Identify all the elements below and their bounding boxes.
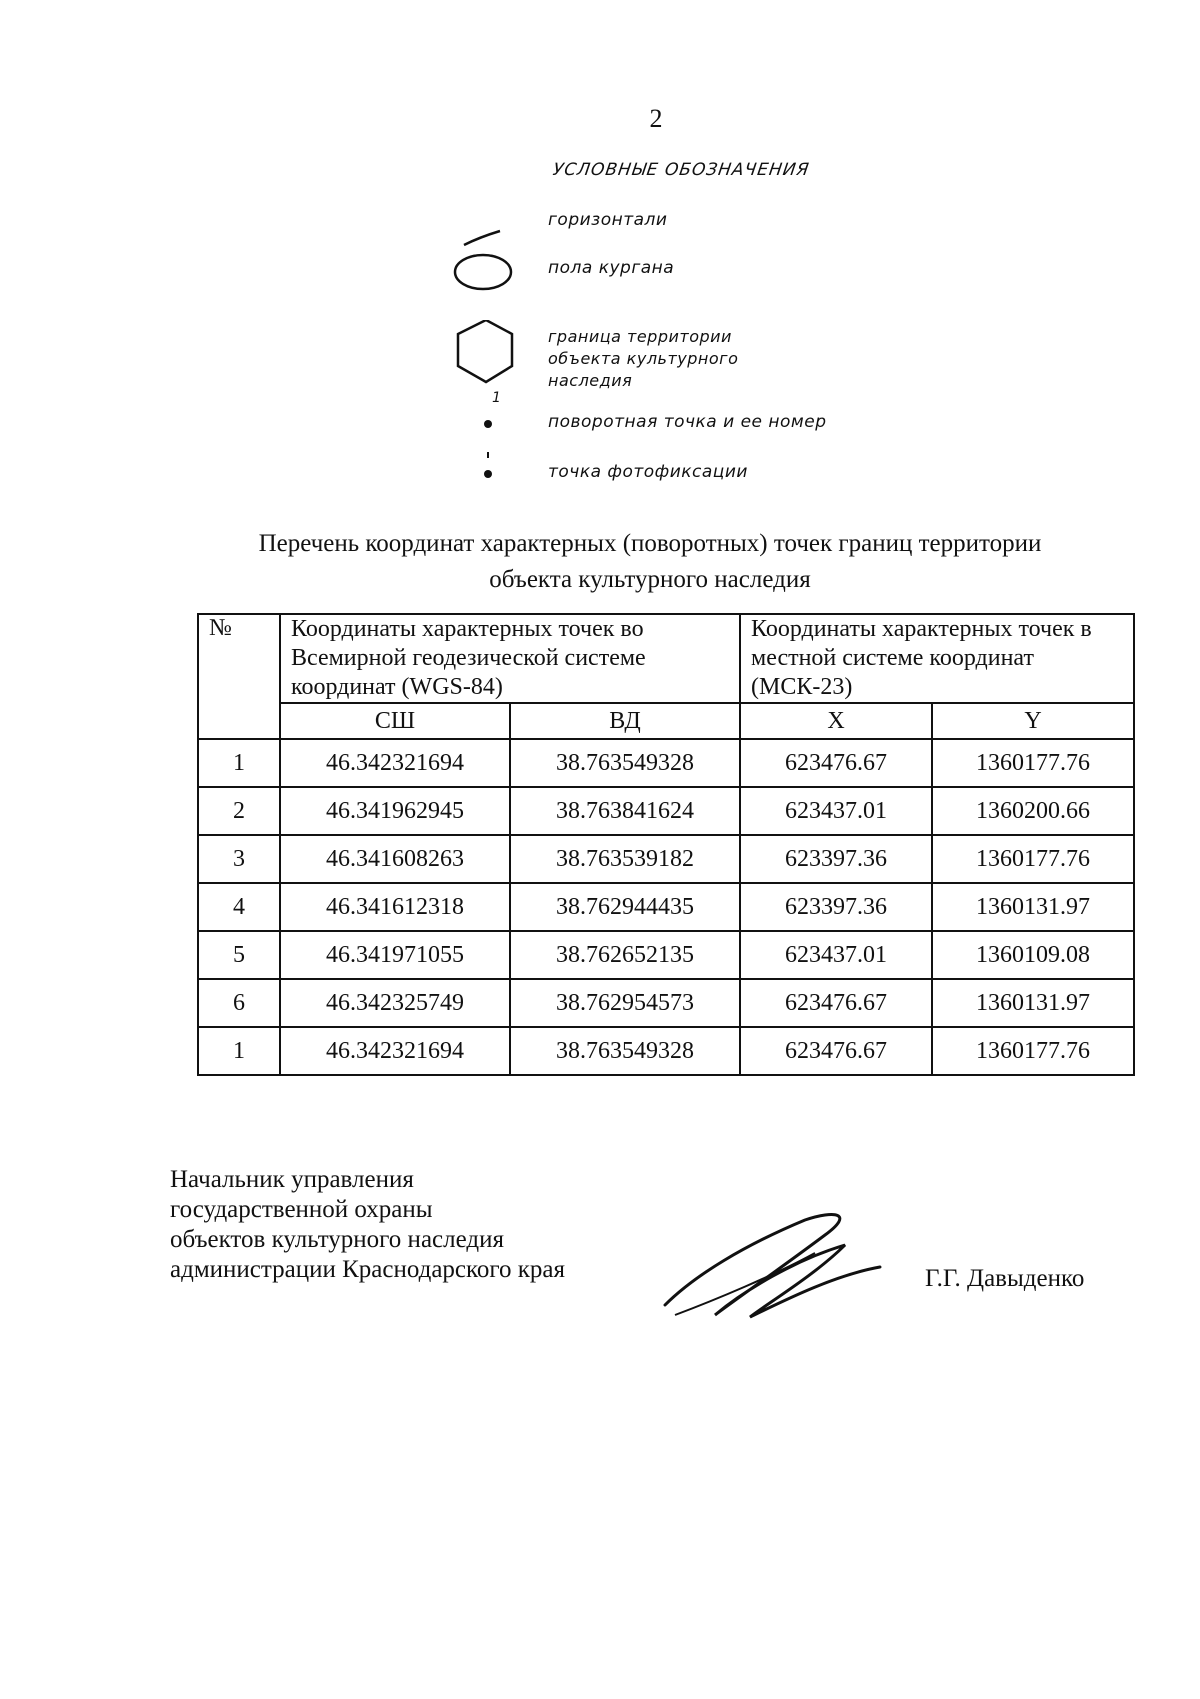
cell-number: 3 xyxy=(198,835,280,883)
header-msk: Координаты характерных точек в местной системе координат (МСК-23) xyxy=(740,614,1134,703)
legend-label: горизонтали xyxy=(548,210,668,230)
cell-number: 1 xyxy=(198,1027,280,1075)
cell-lon: 38.763539182 xyxy=(510,835,740,883)
cell-y: 1360131.97 xyxy=(932,883,1134,931)
photo-point-icon xyxy=(440,448,520,488)
legend-item-photo-point xyxy=(440,448,940,488)
handwritten-signature xyxy=(655,1205,885,1325)
header-lon: ВД xyxy=(510,703,740,739)
cell-lon: 38.762944435 xyxy=(510,883,740,931)
legend-label: точка фотофиксации xyxy=(548,462,748,482)
legend-title: УСЛОВНЫЕ ОБОЗНАЧЕНИЯ xyxy=(551,160,811,180)
cell-number: 1 xyxy=(198,739,280,787)
cell-number: 2 xyxy=(198,787,280,835)
legend-label: граница территории объекта культурного наследия xyxy=(548,327,739,390)
table-row xyxy=(198,883,1134,931)
legend-label: поворотная точка и ее номер xyxy=(548,412,827,432)
ellipse-icon xyxy=(440,248,520,308)
header-wgs: Координаты характерных точек во Всемирной геодезической системе координат (WGS-84) xyxy=(280,614,740,703)
cell-y: 1360177.76 xyxy=(932,739,1134,787)
cell-lon: 38.763549328 xyxy=(510,1027,740,1075)
hexagon-icon xyxy=(440,320,520,400)
cell-y: 1360177.76 xyxy=(932,1027,1134,1075)
legend-item-boundary xyxy=(440,320,940,400)
table-subheader-row xyxy=(198,703,1134,739)
cell-lon: 38.763841624 xyxy=(510,787,740,835)
cell-lat: 46.342321694 xyxy=(280,739,510,787)
table-row xyxy=(198,979,1134,1027)
turning-point-marker: 1 xyxy=(492,390,501,406)
cell-x: 623397.36 xyxy=(740,883,932,931)
turning-point-icon xyxy=(440,396,520,436)
table-row xyxy=(198,1027,1134,1075)
cell-x: 623397.36 xyxy=(740,835,932,883)
table-row xyxy=(198,931,1134,979)
signatory-name: Г.Г. Давыденко xyxy=(925,1265,1085,1292)
cell-lat: 46.341612318 xyxy=(280,883,510,931)
cell-x: 623437.01 xyxy=(740,931,932,979)
cell-y: 1360177.76 xyxy=(932,835,1134,883)
cell-lon: 38.763549328 xyxy=(510,739,740,787)
cell-lat: 46.342325749 xyxy=(280,979,510,1027)
cell-lat: 46.341971055 xyxy=(280,931,510,979)
legend-item-turning-point xyxy=(440,390,940,436)
cell-lon: 38.762652135 xyxy=(510,931,740,979)
list-title: Перечень координат характерных (поворотных) точек границ территории объекта культурного наследия xyxy=(258,530,1042,593)
table-row xyxy=(198,835,1134,883)
cell-number: 5 xyxy=(198,931,280,979)
coordinates-table xyxy=(197,613,1135,1076)
cell-y: 1360200.66 xyxy=(932,787,1134,835)
cell-x: 623476.67 xyxy=(740,979,932,1027)
cell-lat: 46.342321694 xyxy=(280,1027,510,1075)
cell-lat: 46.341608263 xyxy=(280,835,510,883)
cell-y: 1360131.97 xyxy=(932,979,1134,1027)
cell-x: 623476.67 xyxy=(740,1027,932,1075)
legend-label: пола кургана xyxy=(548,258,675,278)
cell-lat: 46.341962945 xyxy=(280,787,510,835)
page-number: 2 xyxy=(649,104,663,133)
header-number: № xyxy=(198,614,280,739)
cell-number: 6 xyxy=(198,979,280,1027)
signatory-position: Начальник управления государственной охраны объектов культурного наследия администрации Краснодарского края xyxy=(170,1166,566,1283)
cell-number: 4 xyxy=(198,883,280,931)
cell-y: 1360109.08 xyxy=(932,931,1134,979)
table-row xyxy=(198,787,1134,835)
cell-x: 623476.67 xyxy=(740,739,932,787)
table-header-row xyxy=(198,614,1134,703)
header-y: Y xyxy=(932,703,1134,739)
header-lat: СШ xyxy=(280,703,510,739)
table-row xyxy=(198,739,1134,787)
legend-item-mound xyxy=(440,248,940,308)
cell-lon: 38.762954573 xyxy=(510,979,740,1027)
header-x: X xyxy=(740,703,932,739)
cell-x: 623437.01 xyxy=(740,787,932,835)
